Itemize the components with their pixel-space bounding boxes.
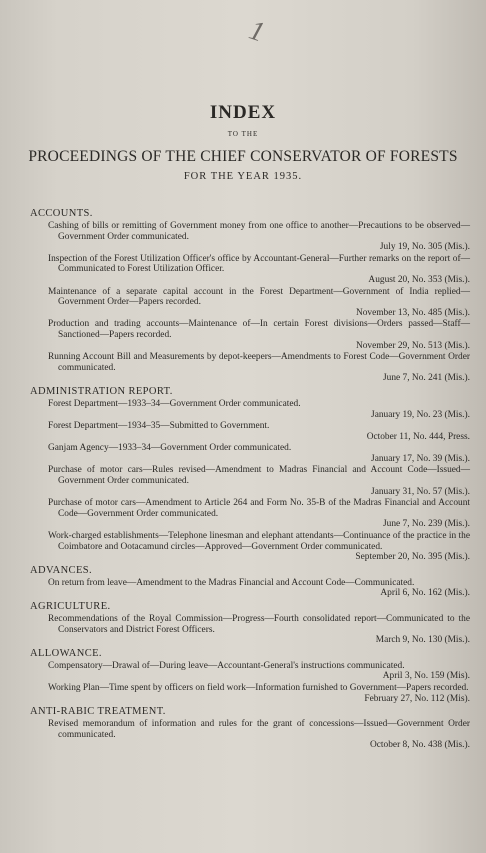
index-entry: [48, 498, 470, 530]
entry-reference: January 19, No. 23 (Mis.).: [371, 409, 470, 420]
index-entry: [48, 443, 470, 464]
entry-description: Purchase of motor cars—Amendment to Article 264 and Form No. 35-B of the Madras Financial and Account Code—Government Order communicated.: [48, 498, 470, 519]
index-entry: [48, 531, 470, 563]
entry-description: On return from leave—Amendment to the Madras Financial and Account Code—Communicated.: [48, 577, 415, 588]
entry-description: Production and trading accounts—Maintenance of—In certain Forest divisions—Orders passed—Staff—Sanctioned—Papers recorded.: [48, 319, 470, 340]
index-entry: [48, 352, 470, 384]
entry-description: Recommendations of the Royal Commission—Progress—Fourth consolidated report—Communicated to the Conservators and District Forest Officers.: [48, 614, 470, 635]
entry-reference: September 20, No. 395 (Mis.).: [355, 552, 470, 563]
entry-reference: June 7, No. 241 (Mis.).: [383, 373, 470, 384]
entry-description: Revised memorandum of information and rules for the grant of concessions—Issued—Government Order communicated.: [48, 719, 470, 740]
entry-reference: March 9, No. 130 (Mis.).: [375, 635, 470, 646]
index-entry: [48, 421, 470, 442]
entry-description: Work-charged establishments—Telephone linesman and elephant attendants—Continuance of the practice in the Coimbatore and Ootacamund circles—Approved—Government Order communicated.: [48, 531, 470, 552]
entry-description: Inspection of the Forest Utilization Officer's office by Accountant-General—Further remarks on the report of—Communicated to Forest Utilization Officer.: [48, 253, 470, 275]
index-entry: [48, 287, 470, 319]
index-entry: [48, 399, 470, 420]
entry-reference: February 27, No. 112 (Mis).: [364, 693, 470, 704]
entry-description: Compensatory—Drawal of—During leave—Accountant-General's instructions communicated.: [48, 660, 405, 671]
entry-reference: January 31, No. 57 (Mis.).: [371, 486, 470, 497]
entry-reference: April 6, No. 162 (Mis.).: [380, 588, 470, 599]
index-title: INDEX: [209, 102, 277, 123]
page-number: 1: [245, 14, 269, 49]
entry-description: Forest Department—1934–35—Submitted to Government.: [48, 421, 270, 432]
section-heading: ALLOWANCE.: [30, 647, 102, 659]
entry-description: Maintenance of a separate capital account in the Forest Department—Government of India replied—Government Order—Papers recorded.: [48, 286, 470, 308]
index-entry: [48, 578, 470, 599]
section-heading: AGRICULTURE.: [30, 601, 111, 612]
entry-reference: October 8, No. 438 (Mis.).: [370, 740, 470, 751]
section-heading: ANTI-RABIC TREATMENT.: [30, 706, 166, 718]
proceedings-title: PROCEEDINGS OF THE CHIEF CONSERVATOR OF FORESTS: [28, 148, 458, 165]
index-entry: [48, 614, 470, 646]
section-heading: ADMINISTRATION REPORT.: [30, 385, 173, 397]
entry-description: Working Plan—Time spent by officers on field work—Information furnished to Government—Papers recorded.: [48, 682, 469, 693]
index-entry: [48, 465, 470, 497]
entry-description: Running Account Bill and Measurements by depot-keepers—Amendments to Forest Code—Government Order communicated.: [48, 352, 470, 373]
index-entry: [48, 683, 470, 704]
to-the-label: TO THE: [227, 130, 259, 138]
entry-description: Ganjam Agency—1933–34—Government Order communicated.: [48, 443, 292, 454]
entry-reference: July 19, No. 305 (Mis.).: [379, 242, 470, 253]
entry-reference: November 29, No. 513 (Mis.).: [355, 340, 470, 351]
index-entry: [48, 254, 470, 286]
entry-reference: April 3, No. 159 (Mis).: [382, 671, 470, 682]
year-subtitle: FOR THE YEAR 1935.: [183, 171, 303, 182]
section-heading: ADVANCES.: [30, 564, 93, 576]
entry-reference: August 20, No. 353 (Mis.).: [368, 274, 470, 285]
entry-description: Purchase of motor cars—Rules revised—Amendment to Madras Financial and Account Code—Issued—Government Order communicated.: [48, 465, 470, 487]
entry-reference: January 17, No. 39 (Mis.).: [371, 453, 470, 464]
index-entry: [48, 719, 470, 751]
section-heading: ACCOUNTS.: [30, 208, 93, 219]
index-entry: [48, 319, 470, 351]
index-entry: [48, 661, 470, 682]
entry-reference: June 7, No. 239 (Mis.).: [383, 519, 470, 530]
entry-description: Cashing of bills or remitting of Government money from one office to another—Precautions to be observed—Government Order communicated.: [48, 221, 470, 242]
index-body: [30, 206, 470, 752]
index-entry: [48, 221, 470, 253]
entry-reference: November 13, No. 485 (Mis.).: [355, 307, 470, 318]
entry-reference: October 11, No. 444, Press.: [366, 431, 470, 442]
entry-description: Forest Department—1933–34—Government Order communicated.: [48, 398, 301, 409]
